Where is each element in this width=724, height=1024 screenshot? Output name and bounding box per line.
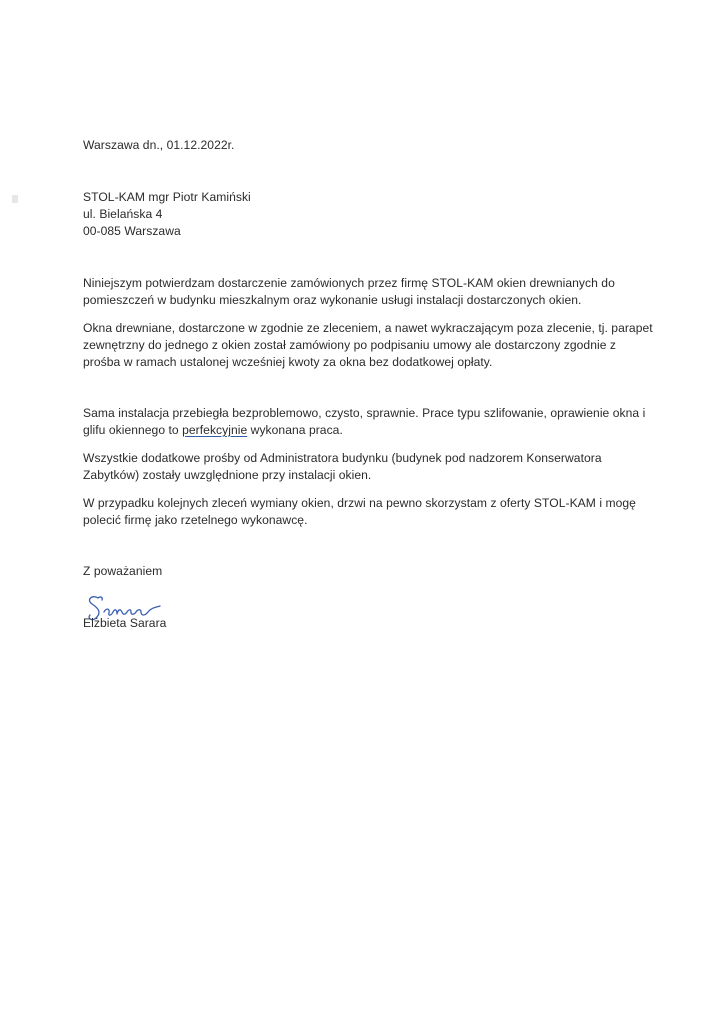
paragraph-5-line-1: W przypadku kolejnych zleceń wymiany okien, drzwi na pewno skorzystam z oferty STOL-KAM i mogę xyxy=(83,496,636,510)
closing-text: Z poważaniem xyxy=(83,564,163,578)
paragraph-1-line-1: Niniejszym potwierdzam dostarczenie zamówionych przez firmę STOL-KAM okien drewnianych do xyxy=(83,276,615,290)
paragraph-1-line-2: pomieszczeń w budynku mieszkalnym oraz wykonanie usługi instalacji dostarczonych okien. xyxy=(83,293,582,307)
paragraph-3-text-end: wykonana praca. xyxy=(247,423,343,437)
paragraph-3-line-1: Sama instalacja przebiegła bezproblemowo, czysto, sprawnie. Prace typu szlifowanie, oprawienie okna i xyxy=(83,406,646,420)
paragraph-2-line-2: zewnętrzny do jednego z okien został zamówiony po podpisaniu umowy ale dostarczony zgodnie z xyxy=(83,338,616,352)
paragraph-5-line-2: polecić firmę jako rzetelnego wykonawcę. xyxy=(83,513,308,527)
recipient-street: ul. Bielańska 4 xyxy=(83,207,163,221)
paragraph-3-text: glifu okiennego to xyxy=(83,423,183,437)
paragraph-4-line-2: Zabytków) zostały uwzględnione przy instalacji okien. xyxy=(83,468,372,482)
underlined-word: perfekcyjnie xyxy=(182,423,248,437)
date-line: Warszawa dn., 01.12.2022r. xyxy=(83,138,235,152)
recipient-city: 00-085 Warszawa xyxy=(83,224,181,238)
paragraph-2-line-1: Okna drewniane, dostarczone w zgodnie ze zleceniem, a nawet wykraczającym poza zlecenie, tj. parapet xyxy=(83,321,653,335)
recipient-name: STOL-KAM mgr Piotr Kamiński xyxy=(83,190,251,204)
scan-mark xyxy=(12,195,18,203)
signer-name: Elżbieta Sarara xyxy=(83,616,167,630)
paragraph-2-line-3: prośba w ramach ustalonej wcześniej kwoty za okna bez dodatkowej opłaty. xyxy=(83,355,493,369)
paragraph-3-line-2 xyxy=(83,423,343,438)
paragraph-4-line-1: Wszystkie dodatkowe prośby od Administratora budynku (budynek pod nadzorem Konserwatora xyxy=(83,451,602,465)
